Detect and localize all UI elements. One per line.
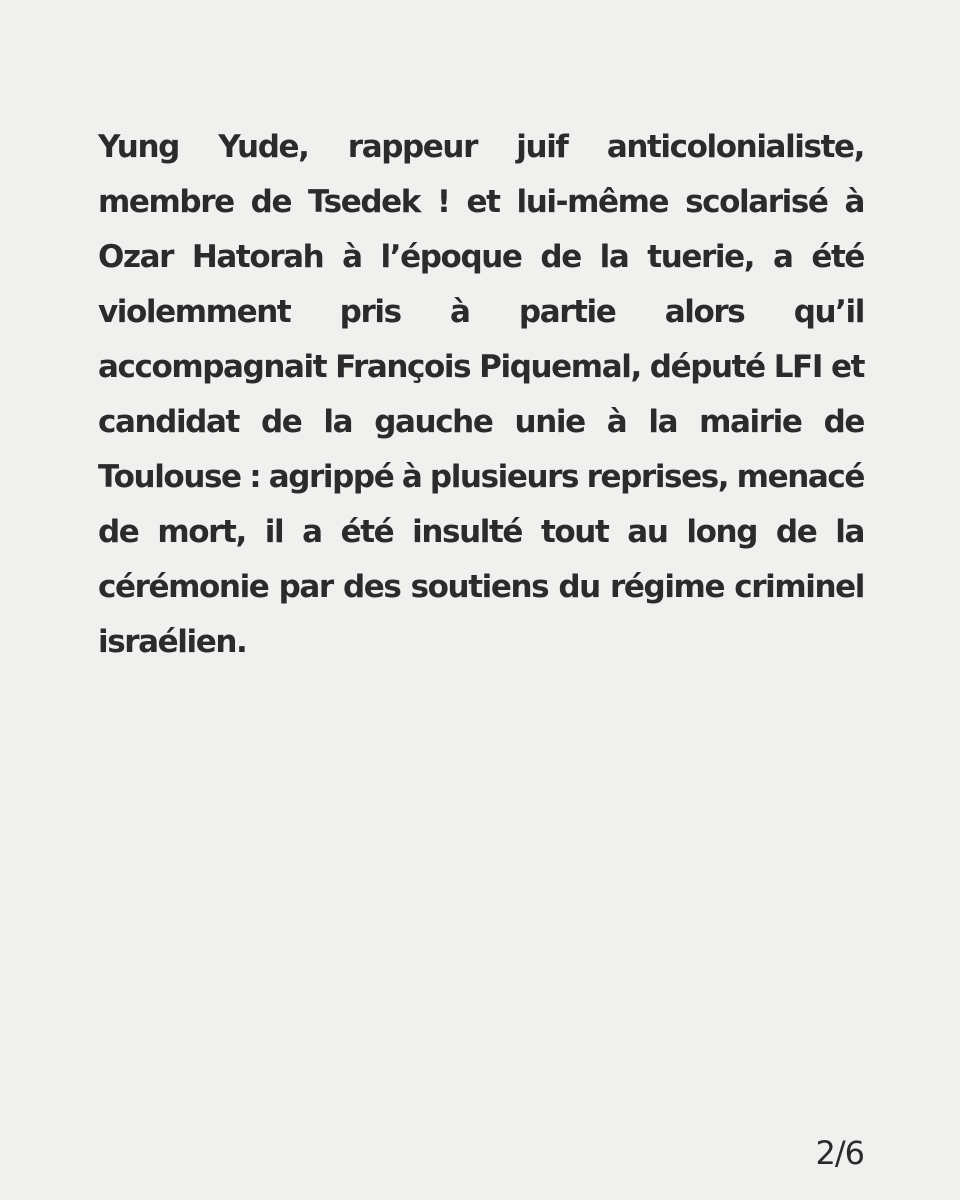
page-counter: 2/6 (815, 1134, 864, 1172)
body-paragraph: Yung Yude, rappeur juif anticolonialiste, membre de Tsedek ! et lui-même scolarisé à Ozar Hatorah à l’époque de la tuerie, a été violemment pris à partie alors qu’il accompagnait François Piquemal, député LFI et candidat de la gauche unie à la mairie de Toulouse : agrippé à plusieurs reprises, menacé de mort, il a été insulté tout au long de la cérémonie par des soutiens du régime criminel israélien. (98, 129, 864, 660)
